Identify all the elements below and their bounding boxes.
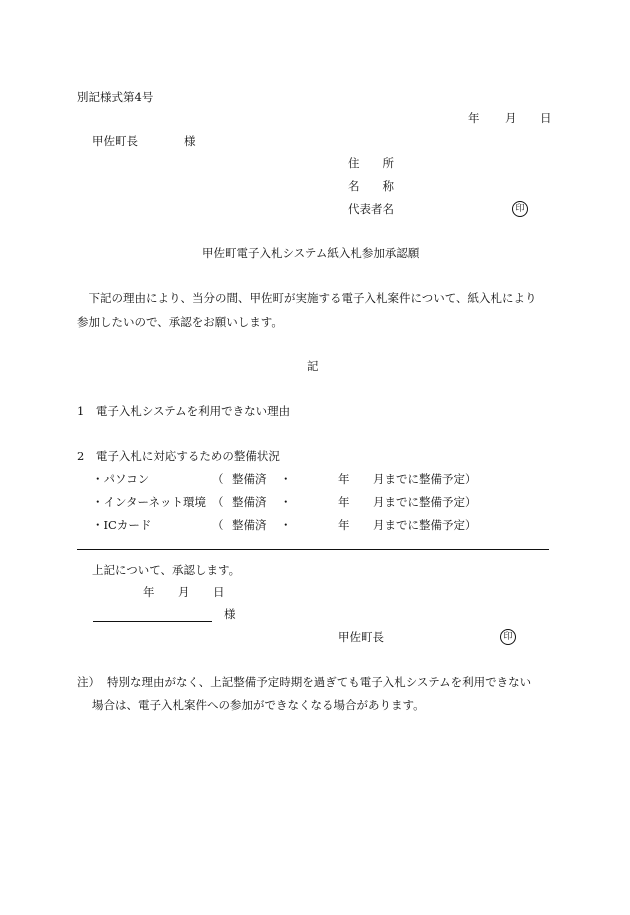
body-text-line1: 下記の理由により、当分の間、甲佐町が実施する電子入札案件について、紙入札により — [77, 291, 537, 305]
recipient-name-blank — [93, 621, 212, 622]
item-rest: 月までに整備予定） — [373, 518, 477, 532]
document-title: 甲佐町電子入札システム紙入札参加承認願 — [202, 246, 420, 260]
body-text-line2: 参加したいので、承認をお願いします。 — [77, 315, 283, 329]
item-label: ・インターネット環境 — [92, 495, 206, 509]
item-rest: 月までに整備予定） — [373, 472, 477, 486]
approval-signer: 甲佐町長 — [338, 630, 384, 644]
approval-month-label: 月 — [178, 585, 190, 599]
item-label: ・パソコン — [92, 472, 150, 486]
applicant-seal-icon: 印 — [512, 201, 528, 217]
recipient-honorific: 様 — [224, 607, 236, 621]
item-status: 整備済 — [232, 472, 267, 486]
note-text-line1: 特別な理由がなく、上記整備予定時期を過ぎても電子入札システムを利用できない — [107, 675, 532, 689]
item-paren-open: （ — [212, 518, 224, 532]
ki-heading: 記 — [307, 359, 319, 373]
date-day-label: 日 — [540, 111, 552, 125]
item-status: 整備済 — [232, 518, 267, 532]
item-year: 年 — [338, 495, 350, 509]
date-month-label: 月 — [505, 111, 517, 125]
section-2-heading: 2 電子入札に対応するための整備状況 — [77, 449, 280, 463]
name-label: 名 称 — [348, 179, 394, 193]
approval-text: 上記について、承認します。 — [92, 563, 241, 577]
item-label: ・ICカード — [92, 518, 152, 532]
item-status: 整備済 — [232, 495, 267, 509]
section-1-heading: 1 電子入札システムを利用できない理由 — [77, 404, 291, 418]
item-paren-open: （ — [212, 495, 224, 509]
item-year: 年 — [338, 518, 350, 532]
section-divider — [77, 549, 549, 550]
item-dot: ・ — [280, 495, 292, 509]
item-year: 年 — [338, 472, 350, 486]
item-rest: 月までに整備予定） — [373, 495, 477, 509]
addressee-honorific: 様 — [184, 134, 196, 148]
item-dot: ・ — [280, 472, 292, 486]
item-dot: ・ — [280, 518, 292, 532]
approval-day-label: 日 — [213, 585, 225, 599]
note-label: 注） — [77, 675, 100, 689]
form-number: 別記様式第4号 — [77, 90, 154, 104]
approval-year-label: 年 — [143, 585, 155, 599]
item-paren-open: （ — [212, 472, 224, 486]
representative-label: 代表者名 — [348, 202, 394, 216]
date-year-label: 年 — [468, 111, 480, 125]
addressee-name: 甲佐町長 — [92, 134, 138, 148]
signer-seal-icon: 印 — [500, 629, 516, 645]
address-label: 住 所 — [348, 156, 394, 170]
note-text-line2: 場合は、電子入札案件への参加ができなくなる場合があります。 — [92, 698, 425, 712]
